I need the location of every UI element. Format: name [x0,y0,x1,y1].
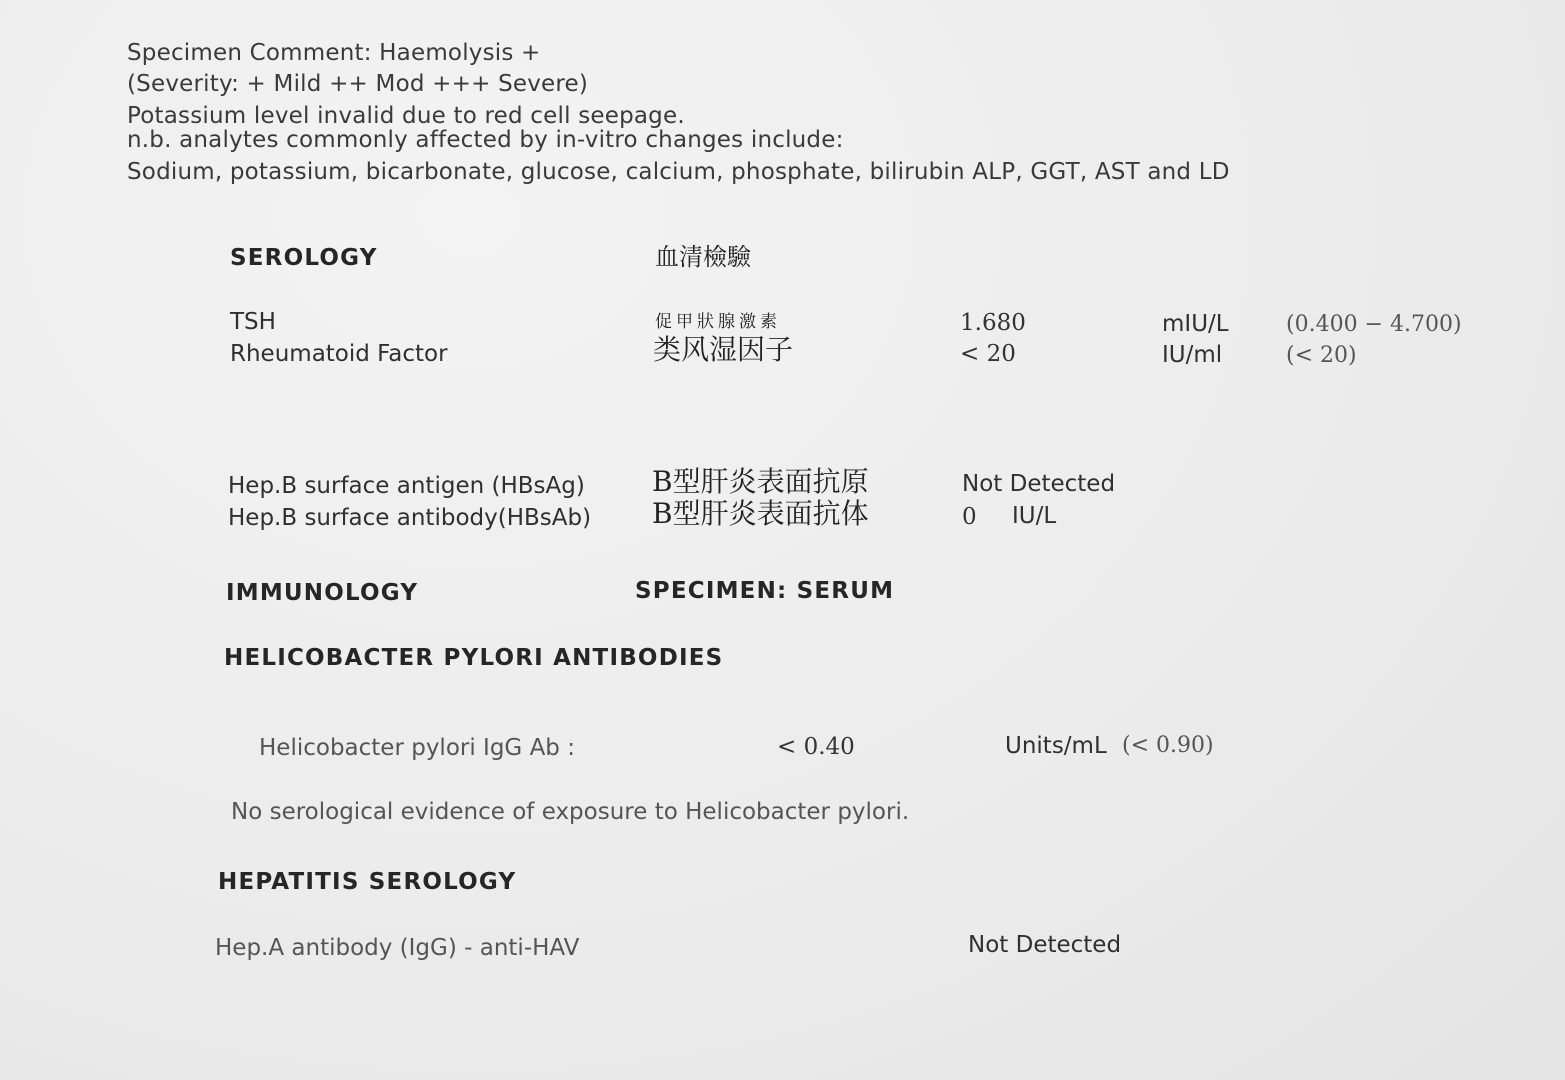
rf-value: < 20 [960,341,1016,367]
specimen-type: SPECIMEN: SERUM [635,578,895,604]
tsh-value: 1.680 [960,310,1026,336]
h-pylori-unit: Units/mL [1005,733,1107,759]
potassium-note: Potassium level invalid due to red cell seepage. [127,103,685,129]
h-pylori-reference: (< 0.90) [1122,733,1214,758]
serology-heading: SEROLOGY [230,245,378,271]
hep-a-value: Not Detected [968,932,1122,958]
hbsab-label-cjk: B型肝炎表面抗体 [652,497,869,530]
serology-heading-cjk: 血清檢驗 [655,243,751,271]
hepatitis-heading: HEPATITIS SEROLOGY [218,869,517,895]
h-pylori-comment: No serological evidence of exposure to Helicobacter pylori. [231,799,910,825]
hbsag-label-cjk: B型肝炎表面抗原 [652,465,869,498]
rf-unit: IU/ml [1162,342,1223,368]
specimen-comment-line: Specimen Comment: Haemolysis + [127,40,541,66]
severity-legend: (Severity: + Mild ++ Mod +++ Severe) [127,71,589,97]
tsh-reference: (0.400 − 4.700) [1286,312,1462,337]
tsh-label: TSH [230,309,276,335]
h-pylori-label: Helicobacter pylori IgG Ab : [259,735,575,761]
hbsag-value: Not Detected [962,471,1116,497]
h-pylori-value: < 0.40 [777,734,855,760]
rf-reference: (< 20) [1286,343,1357,368]
hbsag-label: Hep.B surface antigen (HBsAg) [228,473,585,499]
affected-analytes: Sodium, potassium, bicarbonate, glucose, calcium, phosphate, bilirubin ALP, GGT, AST and LD [127,159,1230,185]
immunology-heading: IMMUNOLOGY [226,580,419,606]
rf-label: Rheumatoid Factor [230,341,448,367]
nb-note: n.b. analytes commonly affected by in-vitro changes include: [127,127,844,153]
tsh-unit: mIU/L [1162,311,1229,337]
hbsab-label: Hep.B surface antibody(HBsAb) [228,505,592,531]
hbsab-value: 0 [962,504,977,530]
hbsab-unit: IU/L [1012,503,1057,529]
h-pylori-heading: HELICOBACTER PYLORI ANTIBODIES [224,645,724,671]
rf-label-cjk: 类风湿因子 [653,333,794,366]
hep-a-label: Hep.A antibody (IgG) - anti-HAV [215,935,580,961]
tsh-label-cjk: 促甲狀腺激素 [655,312,781,332]
